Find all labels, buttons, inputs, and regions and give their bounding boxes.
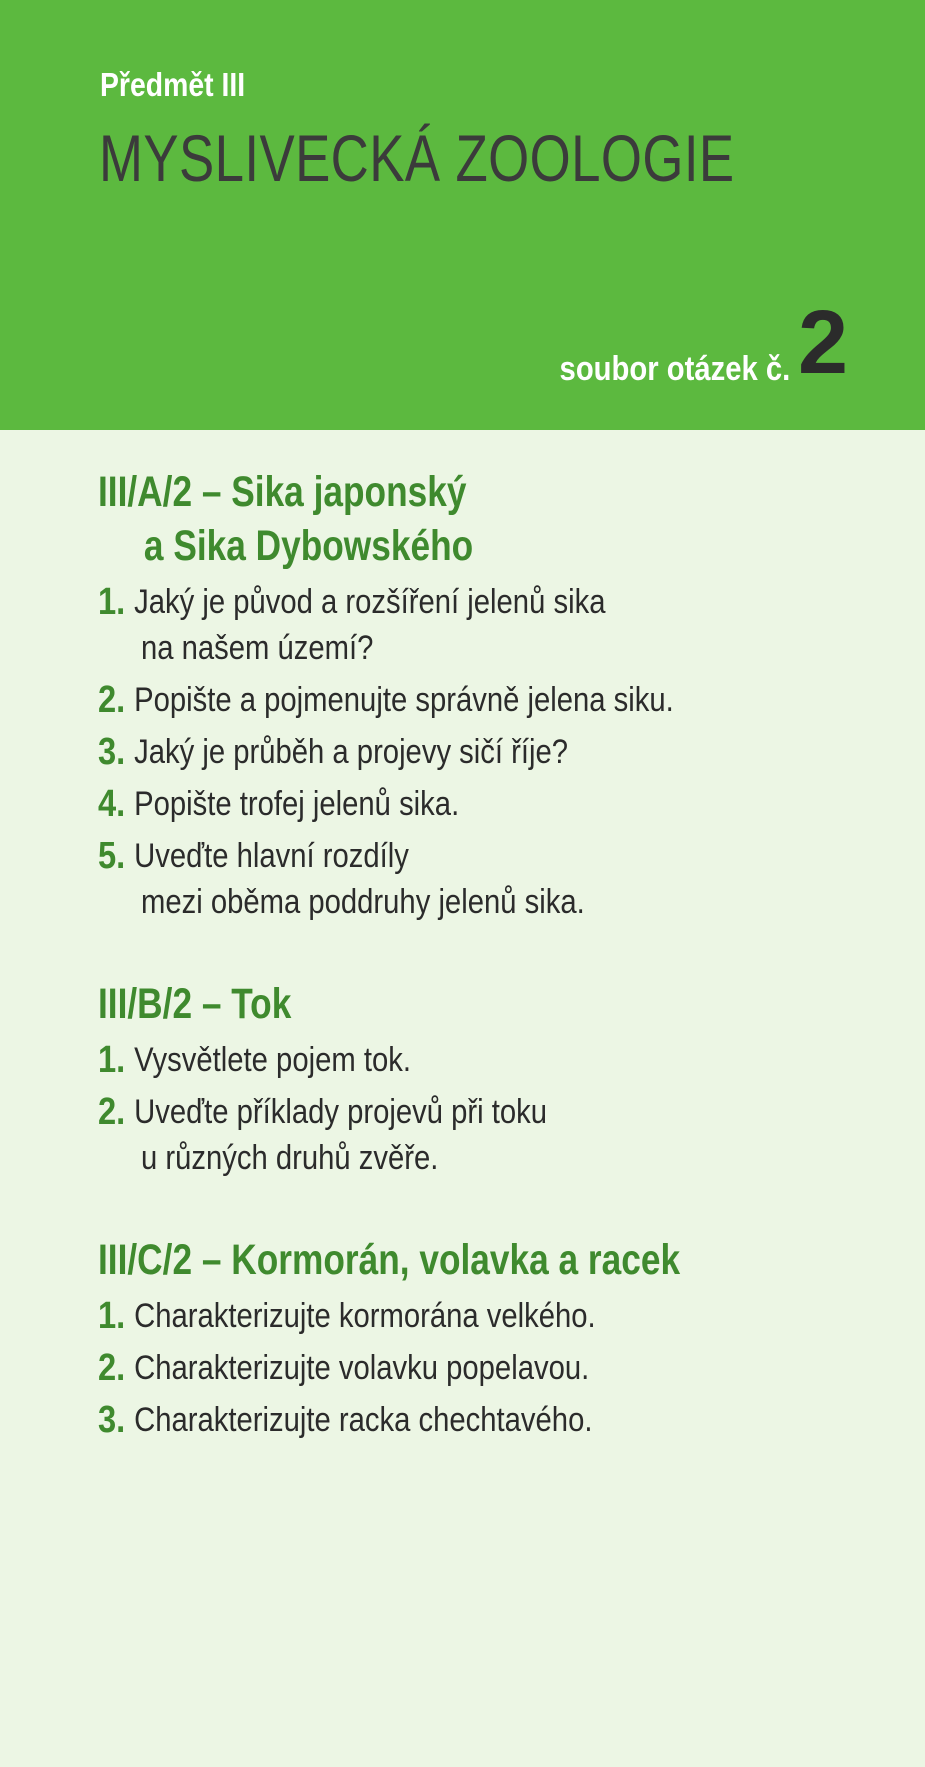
section-title bbox=[98, 465, 754, 573]
question-text: Charakterizujte volavku popelavou. bbox=[134, 1349, 590, 1387]
question-text: Jaký je průběh a projevy sičí říje? bbox=[134, 733, 569, 771]
question-list bbox=[98, 465, 898, 1495]
question-line-2: na našem území? bbox=[141, 629, 374, 667]
question-number: 4. bbox=[98, 783, 126, 825]
section-title-line-2: a Sika Dybowského bbox=[143, 522, 474, 570]
question-item bbox=[98, 1345, 786, 1391]
question-line: Jaký je původ a rozšíření jelenů sika bbox=[134, 583, 606, 621]
question-line: Uveďte hlavní rozdíly bbox=[134, 837, 409, 875]
question-text: Popište trofej jelenů sika. bbox=[134, 785, 460, 823]
question-line-2: u různých druhů zvěře. bbox=[141, 1139, 439, 1177]
question-set-label: soubor otázek č. bbox=[559, 350, 790, 388]
question-item bbox=[98, 781, 786, 827]
question-number: 1. bbox=[98, 1039, 126, 1081]
question-text: Vysvětlete pojem tok. bbox=[134, 1041, 411, 1079]
question-item bbox=[98, 833, 786, 925]
question-number: 1. bbox=[98, 581, 126, 623]
question-text bbox=[134, 1089, 547, 1181]
question-text: Charakterizujte racka chechtavého. bbox=[134, 1401, 593, 1439]
question-item bbox=[98, 677, 786, 723]
question-line: Uveďte příklady projevů při toku bbox=[134, 1093, 548, 1131]
question-number: 2. bbox=[98, 679, 126, 721]
question-item bbox=[98, 729, 786, 775]
question-item bbox=[98, 1089, 786, 1181]
subject-label: Předmět III bbox=[100, 66, 246, 103]
question-text: Charakterizujte kormorána velkého. bbox=[134, 1297, 596, 1335]
question-text bbox=[134, 579, 605, 671]
question-number: 3. bbox=[98, 1399, 126, 1441]
question-item bbox=[98, 1037, 786, 1083]
question-number: 2. bbox=[98, 1347, 126, 1389]
question-item bbox=[98, 1293, 786, 1339]
section-title: III/C/2 – Kormorán, volavka a racek bbox=[98, 1236, 681, 1284]
section-b bbox=[98, 977, 898, 1181]
question-number: 3. bbox=[98, 731, 126, 773]
question-number: 1. bbox=[98, 1295, 126, 1337]
question-number: 2. bbox=[98, 1091, 126, 1133]
page-title: MYSLIVECKÁ ZOOLOGIE bbox=[99, 121, 735, 195]
section-c bbox=[98, 1233, 898, 1443]
header-band bbox=[0, 0, 925, 430]
section-title: III/B/2 – Tok bbox=[98, 980, 292, 1028]
question-text bbox=[134, 833, 585, 925]
question-line-2: mezi oběma poddruhy jelenů sika. bbox=[141, 883, 585, 921]
question-item bbox=[98, 1397, 786, 1443]
question-item bbox=[98, 579, 786, 671]
section-a bbox=[98, 465, 898, 925]
question-set-number: 2 bbox=[797, 293, 848, 393]
question-text: Popište a pojmenujte správně jelena siku. bbox=[134, 681, 674, 719]
section-title-line: III/A/2 – Sika japonský bbox=[98, 468, 467, 516]
question-number: 5. bbox=[98, 835, 126, 877]
